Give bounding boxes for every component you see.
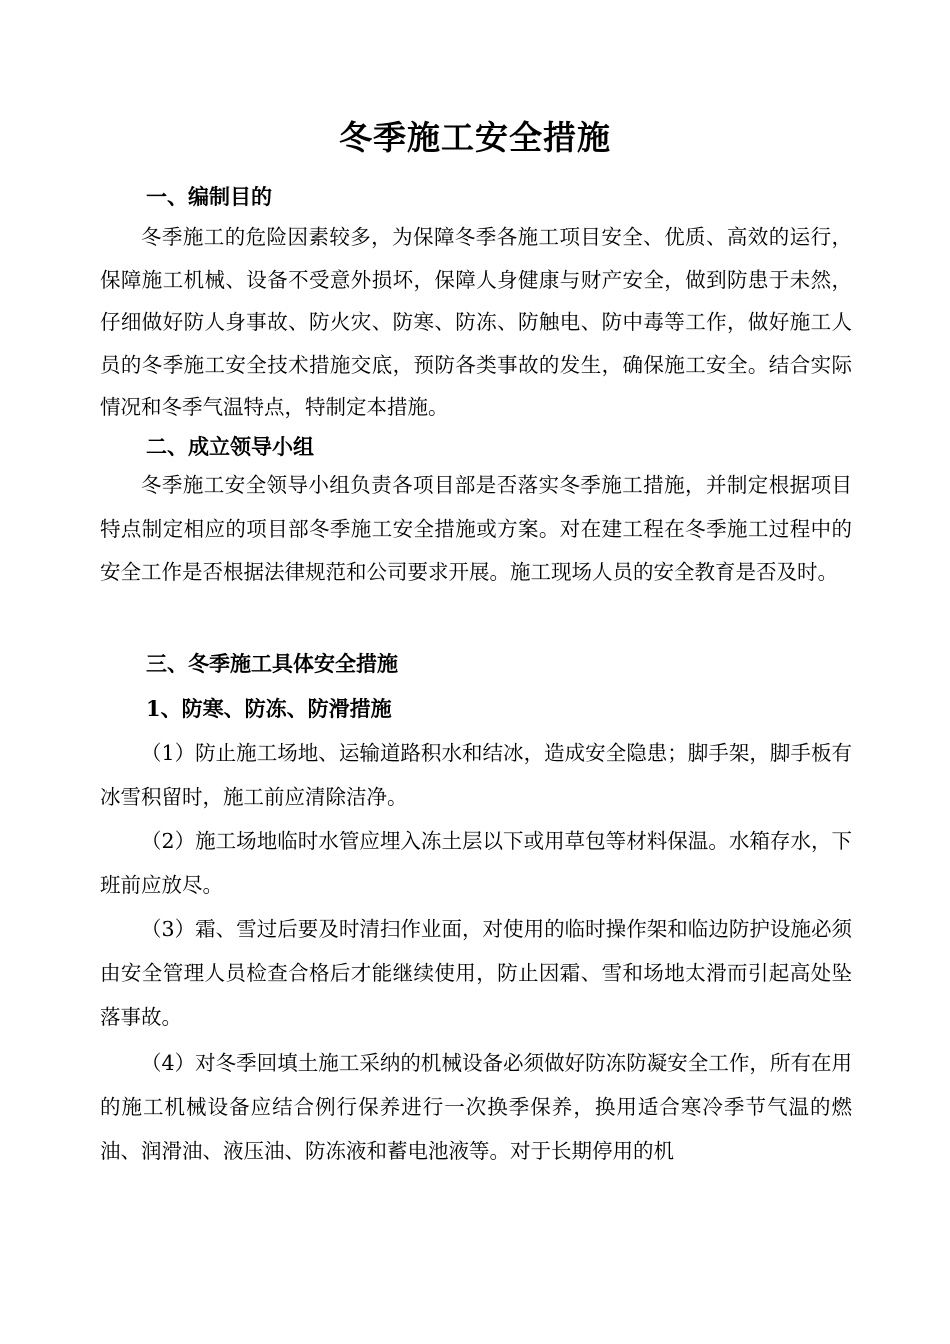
section-paragraph-purpose: 冬季施工的危险因素较多，为保障冬季各施工项目安全、优质、高效的运行，保障施工机械、设备不受意外损坏，保障人身健康与财产安全，做到防患于未然，仔细做好防人身事故、防火灾、防寒、防冻、防触电、防中毒等工作，做好施工人员的冬季施工安全技术措施交底，预防各类事故的发生，确保施工安全。结合实际情况和冬季气温特点，特制定本措施。 — [100, 225, 852, 419]
section-heading-measures: 三、冬季施工具体安全措施 — [146, 651, 398, 676]
section-heading-leadership: 二、成立领导小组 — [146, 434, 314, 459]
section-paragraph-leadership: 冬季施工安全领导小组负责各项目部是否落实冬季施工措施，并制定根据项目特点制定相应的项目部冬季施工安全措施或方案。对在建工程在冬季施工过程中的安全工作是否根据法律规范和公司要求开展。施工现场人员的安全教育是否及时。 — [100, 473, 852, 584]
section-heading-purpose: 一、编制目的 — [146, 184, 272, 209]
subsection-heading: 1、防寒、防冻、防滑措施 — [146, 696, 392, 721]
list-item: （2）施工场地临时水管应埋入冻土层以下或用草包等材料保温。水箱存水，下班前应放尽。 — [100, 829, 852, 897]
list-item: （4）对冬季回填土施工采纳的机械设备必须做好防冻防凝安全工作，所有在用的施工机械设备应结合例行保养进行一次换季保养，换用适合寒冷季节气温的燃油、润滑油、液压油、防冻液和蓄电池液等。对于长期停用的机 — [100, 1051, 852, 1163]
list-item: （1）防止施工场地、运输道路积水和结冰，造成安全隐患；脚手架，脚手板有冰雪积留时，施工前应清除洁净。 — [100, 741, 852, 809]
list-item: （3）霜、雪过后要及时清扫作业面，对使用的临时操作架和临边防护设施必须由安全管理人员检查合格后才能继续使用，防止因霜、雪和场地太滑而引起高处坠落事故。 — [100, 917, 852, 1029]
document-title: 冬季施工安全措施 — [339, 118, 611, 157]
